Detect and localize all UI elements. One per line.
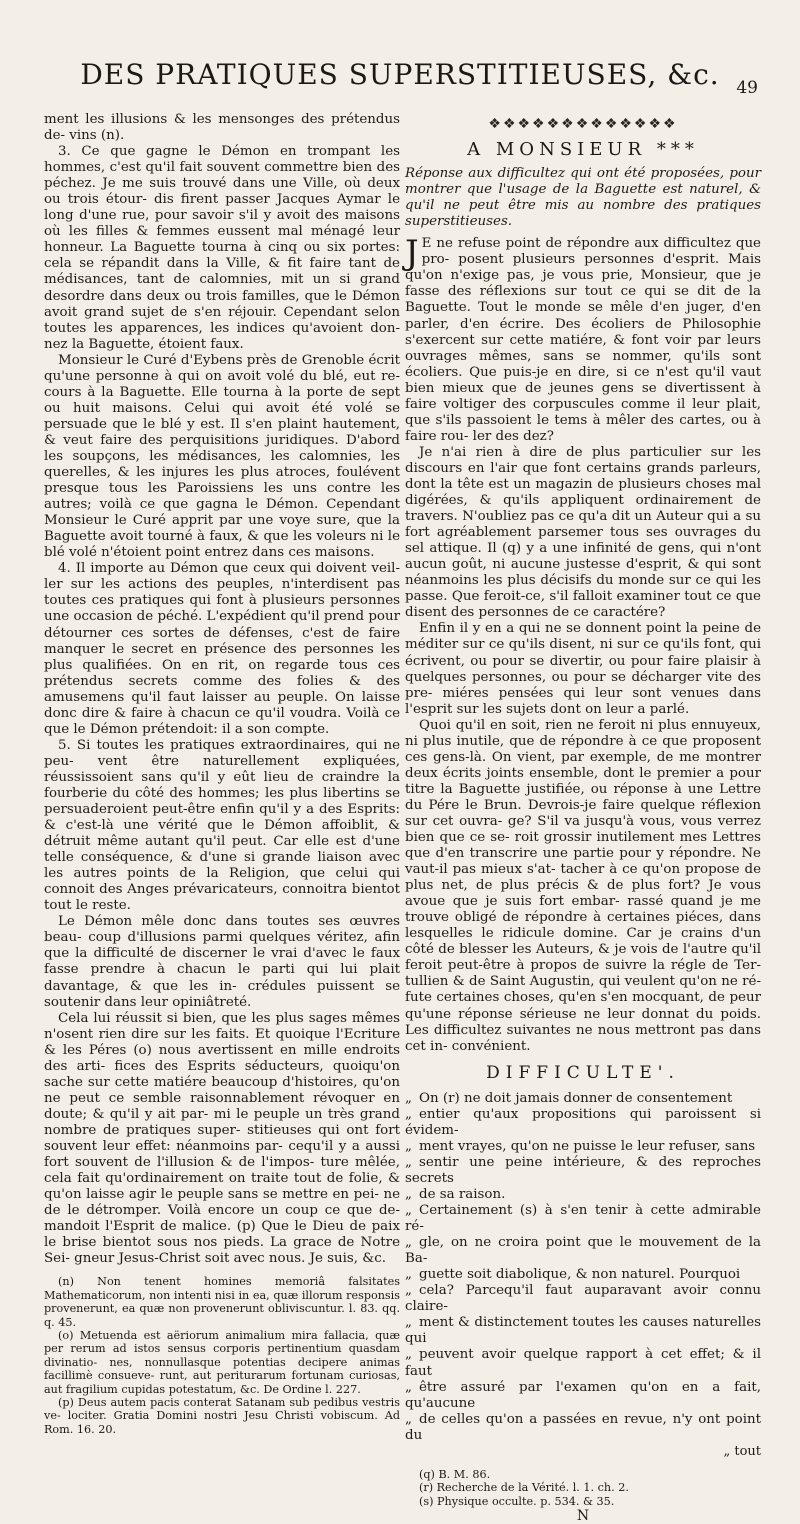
paragraph: Monsieur le Curé d'Eybens près de Grenoble écrit qu'une personne à qui on avoit volé du blé, eut re- cours à la Baguette. Elle tourna à la porte de sept ou huit maisons. Celui qui avoit été volé se persuade que le blé y est. Il s'en plaint hautement, & veut faire des perquisitions juridiques. D'abord les soupçons, les médisances, les calomnies, les querelles, & les injures les plus atroces, foulévent presque tous les Paroissiens les uns contre les autres; voilà ce que gagna le Démon. Cependant Monsieur le Curé apprit par une voye sure, que la Baguette avoit tourné à faux, & que les voleurs ni le blé volé n'étoient point entrez dans ces maisons. bbox=[44, 352, 400, 561]
paragraph: Quoi qu'il en soit, rien ne feroit ni plus ennuyeux, ni plus inutile, que de répondre à ce que proposent ces gens-là. On vient, par exemple, de me montrer deux écrits joints ensemble, dont le premier a pour titre la Baguette justifiée, ou réponse à une Lettre du Pére le Brun. Devrois-je faire quelque réflexion sur cet ouvra- ge? S'il va jusqu'à vous, vous verrez bien que ce se- roit grossir inutilement mes Lettres que d'en transcrire une partie pour y répondre. Ne vaut-il pas mieux s'at- tacher à ce qu'on propose de plus net, de plus précis & de plus fort? Je vous avoue que je suis fort embar- rassé quand je me trouve obligé de répondre à certaines piéces, dans lesquelles le ridicule domine. Car je crains d'un côté de blesser les Auteurs, & je vois de l'autre qu'il feroit peut-être à propos de suivre la régle de Ter- tullien & de Saint Augustin, qui veulent qu'on ne ré- fute certaines choses, qu'en s'en mocquant, de peur qu'une réponse sérieuse ne leur donnat du poids. Les difficultez suivantes ne nous mettront pas dans cet in- convénient. bbox=[405, 717, 761, 1054]
footnotes bbox=[405, 1468, 761, 1508]
quoted-passage bbox=[405, 1091, 761, 1444]
running-head: DES PRATIQUES SUPERSTITIEUSES, &c. bbox=[80, 58, 720, 91]
page-header bbox=[0, 58, 800, 98]
footnote: (n) Non tenent homines memoriâ falsitates Mathematicorum, non intenti nisi in ea, quæ illorum responsis provenerunt, ea quæ non provenerunt obliviscuntur. l. 83. qq. q. 45. bbox=[44, 1275, 400, 1329]
footnote: (o) Metuenda est aëriorum animalium mira fallacia, quæ per rerum ad istos sensus corporis pertinentium quasdam divinatio- nes, nonnullasque potentias decipere animas facillimè consueve- runt, aut periturarum fortunam curiosas, aut fragilium cupidas potestatum, &c. De Ordine l. 227. bbox=[44, 1329, 400, 1396]
paragraph: Cela lui réussit si bien, que les plus sages mêmes n'osent rien dire sur les faits. Et quoique l'Ecriture & les Péres (o) nous avertissent en mille endroits des arti- fices des Esprits séducteurs, quoiqu'on sache sur cette matiére beaucoup d'histoires, qu'on ne peut ce semble raisonnablement révoquer en doute; & qu'il y ait par- mi le peuple un très grand nombre de pratiques super- stitieuses qui ont fort souvent leur effet: néanmoins par- cequ'il y a aussi fort souvent de l'illusion & de l'impos- ture mêlée, cela fait qu'ordinairement on traite tout de folie, & qu'on laisse agir le peuple sans se mettre en pei- ne de le détromper. Voilà encore un coup ce que de- mandoit l'Esprit de malice. (p) Que le Dieu de paix le brise bientot sous nos pieds. La grace de Notre Sei- gneur Jesus-Christ soit avec nous. Je suis, &c. bbox=[44, 1010, 400, 1267]
paragraph: 3. Ce que gagne le Démon en trompant les hommes, c'est qu'il fait souvent commettre bien des péchez. Je me suis trouvé dans une Ville, où deux ou trois étour- dis firent passer Jacques Aymar le long d'une rue, pour savoir s'il y avoit des maisons où les filles & femmes eussent mal ménagé leur honneur. La Baguette tourna à cinq ou six portes: cela se répandit dans la Ville, & fit faire tant de médisances, tant de calomnies, mit un si grand desordre dans deux ou trois familles, que le Démon avoit grand sujet de s'en réjouir. Cependant selon toutes les apparences, les indices qu'avoient don- nez la Baguette, étoient faux. bbox=[44, 144, 400, 352]
quote-line: „guette soit diabolique, & non naturel. Pourquoi bbox=[405, 1267, 741, 1283]
quote-line: „entier qu'aux propositions qui paroissent si évidem- bbox=[405, 1106, 761, 1138]
quote-line: „ment & distinctement toutes les causes naturelles qui bbox=[405, 1315, 761, 1347]
footnote: (r) Recherche de la Vérité. l. 1. ch. 2. bbox=[419, 1481, 629, 1495]
quote-line: „cela? Parcequ'il faut auparavant avoir connu claire- bbox=[405, 1283, 761, 1315]
quote-line: „être assuré par l'examen qu'on en a fait, qu'aucune bbox=[405, 1379, 761, 1411]
paragraph: Je n'ai rien à dire de plus particulier sur les discours en l'air que font certains grands parleurs, dont la tête est un magazin de plusieurs choses mal digérées, & qu'ils appliquent ordinairement de travers. N'oubliez pas ce qu'a dit un Auteur qui a su fort agréablement parsemer tous ses ouvrages du sel attique. Il (q) y a une infinité de gens, qui n'ont aucun goût, ni aucune justesse d'esprit, & qui sont néanmoins les plus décisifs du monde sur ce qui les passe. Que feroit-ce, s'il falloit examiner tout ce que disent des personnes de ce caractére? bbox=[405, 444, 761, 621]
quote-line: „de celles qu'on a passées en revue, n'y ont point du bbox=[405, 1411, 761, 1443]
quote-line: „On (r) ne doit jamais donner de consentement bbox=[405, 1090, 733, 1106]
quote-line: „peuvent avoir quelque rapport à cet effet; & il faut bbox=[405, 1347, 761, 1379]
drop-cap: J bbox=[405, 233, 419, 274]
quote-line: „de sa raison. bbox=[405, 1187, 506, 1202]
left-column bbox=[44, 112, 400, 1436]
right-column bbox=[405, 112, 761, 1524]
footnote: (q) B. M. 86. bbox=[419, 1467, 491, 1481]
quote-line: „ment vrayes, qu'on ne puisse le leur refuser, sans bbox=[405, 1138, 756, 1154]
quote-line: „sentir une peine intérieure, & des reproches secrets bbox=[405, 1154, 761, 1186]
paragraph-text: E ne refuse point de répondre aux difficultez que pro- posent plusieurs personnes d'esprit. Mais qu'on n'exige pas, je vous prie, Monsieur, que je fasse des réflexions sur tout ce qui se dit de la Baguette. Tout le monde se mêle d'en juger, d'en parler, d'en écrire. Des écoliers de Philosophie s'exercent sur cette matiére, & font voir par leurs ouvrages mêmes, sans se nommer, qu'ils sont écoliers. Que puis-je en dire, si ce n'est qu'il vaut bien mieux que de jeunes gens se divertissent à faire voltiger des corpuscules comme il leur plait, que s'ils passoient le tems à mêler des cartes, ou à faire rou- ler des dez? bbox=[405, 236, 761, 444]
quote-line: „Certainement (s) à s'en tenir à cette admirable ré- bbox=[405, 1203, 761, 1235]
paragraph: 5. Si toutes les pratiques extraordinaires, qui ne peu- vent être naturellement expliquées, réussissoient sans qu'il y eût lieu de craindre la fourberie du côté des hommes; les plus libertins se persuaderoient peut-être enfin qu'il y a des Esprits: & c'est-là une vérité que le Démon affoiblit, & détruit même autant qu'il peut. Car elle est d'une telle conséquence, & d'une si grande liaison avec les autres points de la Religion, que celui qui connoit des Anges prévaricateurs, connoitra bientot tout le reste. bbox=[44, 737, 400, 914]
signature-mark: N bbox=[576, 1508, 590, 1524]
paragraph: Enfin il y en a qui ne se donnent point la peine de méditer sur ce qu'ils disent, ni sur ce qu'ils font, qui écrivent, ou pour se divertir, ou pour faire plaisir à quelques personnes, ou pour se décharger vite des pre- miéres pensées qui leur sont venues dans l'esprit sur les sujets dont on leur a parlé. bbox=[405, 621, 761, 717]
footnote: (p) Deus autem pacis conterat Satanam sub pedibus vestris ve- lociter. Gratia Domini nostri Jesu Christi vobiscum. Ad Rom. 16. 20. bbox=[44, 1396, 400, 1436]
footnote: (s) Physique occulte. p. 534. & 35. bbox=[419, 1494, 615, 1508]
quote-line: „gle, on ne croira point que le mouvement de la Ba- bbox=[405, 1235, 761, 1267]
catchword: „ tout bbox=[723, 1443, 761, 1459]
letter-subtitle: Réponse aux difficultez qui ont été proposées, pour montrer que l'usage de la Baguette est naturel, & qu'il ne peut être mis au nombre des pratiques superstitieuses. bbox=[405, 166, 761, 230]
paragraph: 4. Il importe au Démon que ceux qui doivent veil- ler sur les actions des peuples, n'interdisent pas toutes ces pratiques qui font à plusieurs personnes une occasion de péché. L'expédient qu'il prend pour détourner ces sortes de défenses, c'est de faire manquer le secret en présence des personnes les plus qualifiées. On en rit, on regarde tous ces prétendus secrets comme des folies & des amusemens qu'il faut laisser au peuple. On laisse donc dire & faire à chacun ce qu'il voudra. Voilà ce que le Démon prétendoit: il a son compte. bbox=[44, 561, 400, 737]
paragraph: Le Démon mêle donc dans toutes ses œuvres beau- coup d'illusions parmi quelques véritez, afin que la difficulté de discerner le vrai d'avec le faux fasse prendre à chacun le parti qui lui plait davantage, & que les in- crédules puissent se soutenir dans leur opiniâtreté. bbox=[44, 914, 400, 1010]
page-number: 49 bbox=[736, 78, 758, 98]
letter-addressee: A MONSIEUR *** bbox=[467, 139, 699, 161]
paragraph bbox=[405, 233, 761, 445]
paragraph: ment les illusions & les mensonges des prétendus de- vins (n). bbox=[44, 112, 400, 144]
section-title: DIFFICULTE'. bbox=[486, 1062, 680, 1083]
ornament-band: ❖❖❖❖❖❖❖❖❖❖❖❖❖ bbox=[488, 116, 678, 132]
